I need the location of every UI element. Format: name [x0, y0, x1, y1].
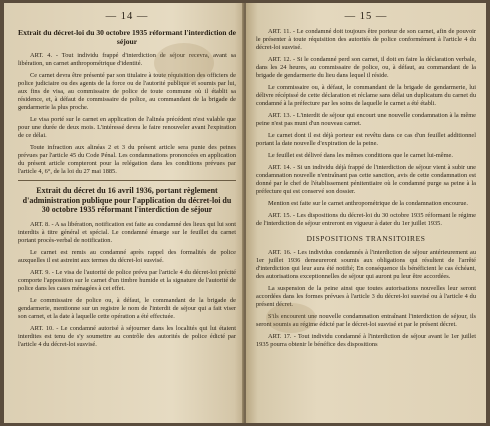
article-paragraph: ART. 15. - Les dispositions du décret-loi du 30 octobre 1935 réformant le régime de l'interdiction de séjour entreront en vigueur à dater du 1er juillet 1935.: [256, 212, 476, 227]
article-paragraph: Toute infraction aux alinéas 2 et 3 du présent article sera punie des peines prévues par l'article 45 du Code Pénal. Les condamnations prononcées en application du présent article compteront pour la relégation dans les conditions prévues par l'article 4, 6°, de la loi du 27 mai 1885.: [18, 144, 236, 175]
article-paragraph: ART. 17. - Tout individu condamné à l'interdiction de séjour avant le 1er juillet 1935 pourra obtenir le bénéfice des dispositions: [256, 333, 476, 348]
article-paragraph: ART. 13. - L'interdit de séjour qui encourt une nouvelle condamnation à la même peine n'est pas muni d'un nouveau carnet.: [256, 112, 476, 127]
article-paragraph: Le feuillet est délivré dans les mêmes conditions que le carnet lui-même.: [268, 152, 453, 159]
articles-body: [256, 28, 476, 228]
article-paragraph: ART. 11. - Le condamné doit toujours être porteur de son carnet, afin de pouvoir le présenter à toute réquisition des autorités de police conformément à l'article 4 du décret-loi susvisé.: [256, 28, 476, 51]
article-paragraph: Le carnet est remis au condamné après rappel des formalités de police auxquelles il est astreint aux termes du décret-loi susvisé.: [18, 248, 236, 264]
article-paragraph: La suspension de la peine ainsi que toutes autorisations nouvelles leur seront accordées dans les formes prévues à l'article 3 du décret-loi susvisé ou à l'article 4 du présent décret.: [256, 285, 476, 308]
article-paragraph: ART. 14. - Si un individu déjà frappé de l'interdiction de séjour vient à subir une condamnation nouvelle n'entraînant pas cette sanction, avis de cette condamnation est donné par le chef de l'établissement pénitentiaire où le condamné purge sa peine à la préfecture qui est conservé son dossier.: [256, 164, 476, 195]
article-paragraph: ART. 16. - Les individus condamnés à l'interdiction de séjour antérieurement au 1er juillet 1936 demeureront soumis aux obligations qui résultent de l'arrêté d'interdiction qui leur aura été notifié; En conséquence ils bénéficient le cas échéant, des autorisations exceptionnelles de séjour qui auront pu leur être accordées.: [256, 249, 476, 280]
left-page: [4, 3, 244, 423]
article-paragraph: ART. 12. - Si le condamné perd son carnet, il doit en faire la déclaration verbale, dans les 24 heures, au commissaire de police, ou, à défaut, au commandant de la brigade de gendarmerie du lieu dans lequel il réside.: [256, 56, 476, 79]
article-paragraph: Le carnet dont il est déjà porteur est revêtu dans ce cas d'un feuillet additionnel portant la date nouvelle d'expiration de la peine.: [256, 132, 476, 147]
article-paragraph: Le commissaire ou, à défaut, le commandant de la brigade de gendarmerie, lui délivre récépissé de cette déclaration et réclame sans délai un duplicatum du carnet du condamné à la préfecture par les soins de laquelle le carnet a été établi.: [256, 84, 476, 107]
article-paragraph: ART. 9. - Le visa de l'autorité de police prévu par l'article 4 du décret-loi précité comporte l'apposition sur le carnet d'un timbre humide et la signature de l'autorité de police dans les cases ménagées à cet effet.: [18, 268, 236, 292]
booklet-spread: [4, 3, 486, 423]
article-paragraph: Le commissaire de police ou, à défaut, le commandant de la brigade de gendarmerie, mentionne sur un registre le nom de l'interdit de séjour qui a fait viser son carnet, et la date à laquelle cette opération a été effectuée.: [18, 296, 236, 320]
article-paragraph: S'ils encourent une nouvelle condamnation entraînant l'interdiction de séjour, ils seront soumis au régime édicté par le décret-loi susvisé et par le présent décret.: [256, 313, 476, 328]
page-number-left: — 14 —: [105, 11, 149, 22]
decree-title-1935: Extrait du décret-loi du 30 octobre 1935 réformant l'interdiction de séjour: [18, 28, 237, 46]
article-paragraph: Le visa porté sur le carnet en application de l'alinéa précédent n'est valable que pour une durée de deux mois. L'intéressé devra le faire renouveler avant l'expiration de ce délai.: [18, 116, 236, 139]
section-heading-transitory: DISPOSITIONS TRANSITOIRES: [306, 234, 426, 243]
transitory-body: [256, 249, 476, 349]
article-paragraph: Ce carnet devra être présenté par son titulaire à toute réquisition des officiers de police judiciaire ou des agents de la force ou de l'autorité publique et soumis par lui, aux fins de visa, au commissaire de police de toute commune où il établit sa résidence, et, à défaut de commissaire de police, au commandant de la brigade de gendarmerie la plus proche.: [18, 72, 236, 111]
article-paragraph: ART. 8. - A sa libération, notification est faite au condamné des lieux qui lui sont interdits à titre général et spécial. Le condamné émarge sur le feuillet du carnet portant procès-verbal de notification.: [18, 220, 236, 244]
article-paragraph: ART. 4. - Tout individu frappé d'interdiction de séjour recevra, avant sa libération, un carnet anthropométrique d'identité.: [18, 52, 236, 67]
decree-1935-body: [18, 52, 236, 176]
article-paragraph: ART. 10. - Le condamné autorisé à séjourner dans les localités qui lui étaient interdites est tenu de s'y soumettre au contrôle des autorités de police édicté par l'article 4 du décret-loi susvisé.: [18, 324, 236, 348]
page-number-right: — 15 —: [344, 11, 388, 22]
decree-1936-body: [18, 221, 236, 349]
right-page: [246, 3, 486, 423]
decree-title-1936: Extrait du décret du 16 avril 1936, portant règlement d'administration publique pour l'application du décret-loi du 30 octobre 1935 réformant l'interdiction de séjour: [18, 180, 236, 215]
article-paragraph: Mention est faite sur le carnet anthropométrique de la condamnation encourue.: [268, 200, 468, 207]
